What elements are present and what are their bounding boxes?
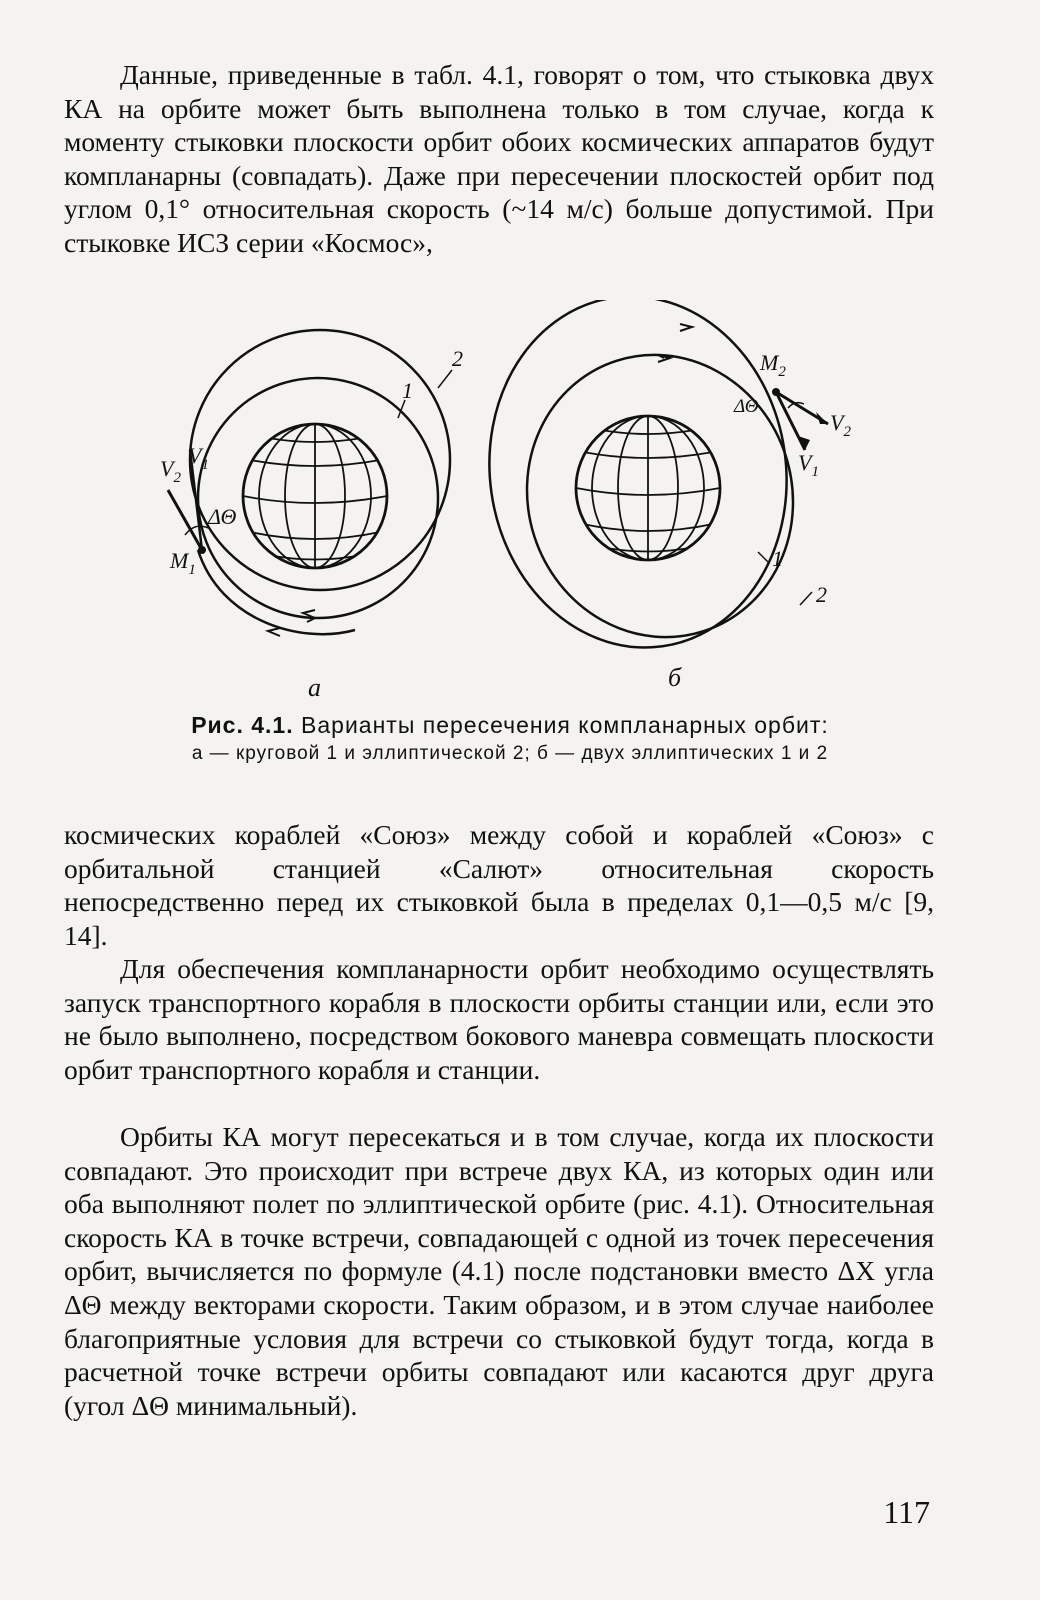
- label-angle-b: ΔΘ: [734, 396, 759, 417]
- label-v1-a: $V_1$: [188, 443, 209, 473]
- labels-b: [668, 350, 851, 692]
- label-angle-a: ΔΘ: [208, 504, 237, 529]
- label-v2-b: $V_2$: [830, 410, 851, 440]
- point-m1: [198, 546, 206, 554]
- globe-b: [576, 416, 720, 560]
- paragraph-1: Данные, приведенные в табл. 4.1, говорят о том, что стыковка двух КА на орбите может быть выполнена только в том случае, когда к моменту стыковки плоскости орбит обоих космических аппаратов будут компланарны (совпадать). Даже при пересечении плоскостей орбит под углом 0,1° относительная скорость (~14 м/с) больше допустимой. При стыковке ИСЗ серии «Космос»,: [64, 59, 934, 258]
- label-v1-b: $V_1$: [798, 450, 819, 480]
- orbit-1-circular: [198, 378, 438, 618]
- label-orbit-2-b: 2: [816, 582, 827, 607]
- globe-a: [243, 424, 387, 568]
- panel-label-b: б: [668, 663, 682, 692]
- caption-title: Варианты пересечения компланарных орбит:: [301, 712, 829, 738]
- orbit-2-lower-arc: [198, 550, 355, 634]
- panel-label-a: а: [308, 673, 321, 702]
- page-number: 117: [883, 1494, 930, 1530]
- paragraph-2: космических кораблей «Союз» между собой и кораблей «Союз» с орбитальной станцией «Салют» относительная скорость непосредственно перед их стыковкой была в пределах 0,1—0,5 м/с [9, 14].: [64, 819, 934, 951]
- label-orbit-1-a: 1: [402, 378, 413, 403]
- label-orbit-2-a: 2: [452, 346, 463, 371]
- panel-a: [168, 330, 452, 636]
- orbit-2-elliptic: [190, 330, 450, 590]
- paragraph-4: Орбиты КА могут пересекаться и в том случае, когда их плоскости совпадают. Это происходит при встрече двух КА, из которых один или оба выполняют полет по эллиптической орбите (рис. 4.1). Относительная скорость КА в точке встречи, совпадающей с одной из точек пересечения орбит, вычисляется по формуле (4.1) после подстановки вместо ΔΧ угла ΔΘ между векторами скорости. Таким образом, и в этом случае наиболее благоприятные условия для встречи со стыковкой будут тогда, когда в расчетной точке встречи орбиты совпадают или касаются друг друга (угол ΔΘ минимальный).: [64, 1121, 934, 1421]
- caption-line-1: [150, 712, 870, 739]
- caption-detail: а — круговой 1 и эллиптической 2; б — двух эллиптических 1 и 2: [191, 743, 829, 764]
- figure-caption: [150, 712, 870, 765]
- label-v2-a: $V_2$: [160, 456, 181, 486]
- figure-orbits: [140, 300, 900, 710]
- point-m2: [772, 388, 780, 396]
- label-m1: $M_1$: [170, 548, 196, 578]
- label-m2: $M_2$: [760, 350, 786, 380]
- caption-label: Рис. 4.1.: [191, 712, 294, 738]
- paragraph-3: Для обеспечения компланарности орбит необходимо осуществлять запуск транспортного корабля в плоскости орбиты станции или, если это не было выполнено, посредством бокового маневра совмещать плоскости орбит транспортного корабля и станции.: [64, 953, 934, 1085]
- label-orbit-1-b: 1: [772, 546, 783, 571]
